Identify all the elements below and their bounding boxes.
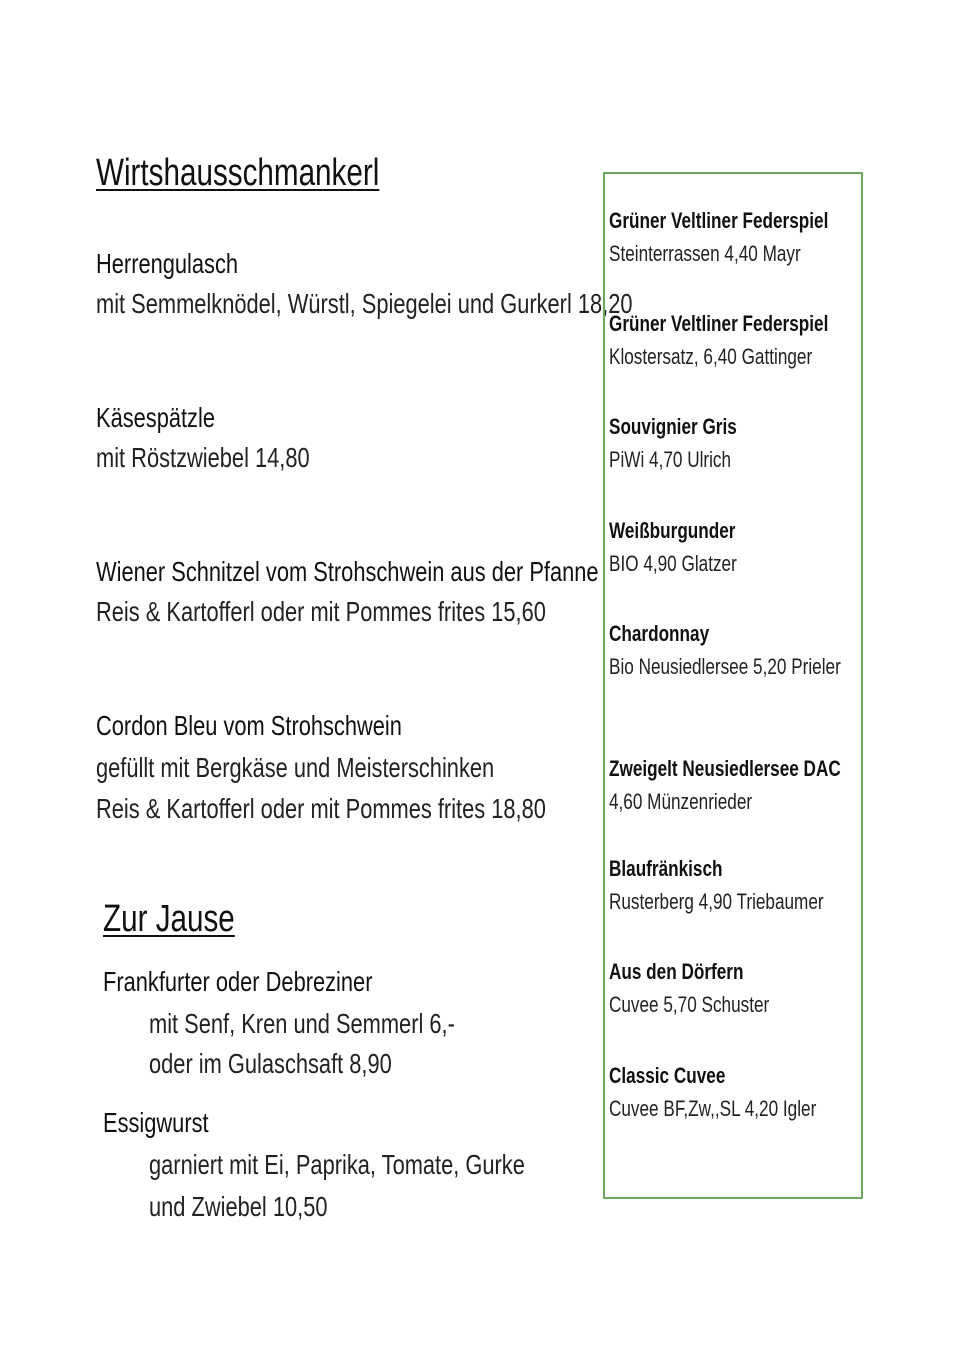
jause-heading: Zur Jause	[103, 898, 235, 940]
jause-item-description: garniert mit Ei, Paprika, Tomate, Gurke	[149, 1149, 525, 1180]
dish-name: Cordon Bleu vom Strohschwein	[96, 710, 402, 741]
wine-description: Cuvee 5,70 Schuster	[609, 992, 770, 1017]
dish-description: Reis & Kartofferl oder mit Pommes frites 15,60	[96, 596, 546, 627]
wine-description: 4,60 Münzenrieder	[609, 789, 753, 814]
wine-name: Grüner Veltliner Federspiel	[609, 311, 829, 336]
dish-description: Reis & Kartofferl oder mit Pommes frites 18,80	[96, 793, 546, 824]
jause-item-name: Essigwurst	[103, 1107, 209, 1138]
wine-name: Grüner Veltliner Federspiel	[609, 208, 829, 233]
dish-description: mit Semmelknödel, Würstl, Spiegelei und Gurkerl 18,20	[96, 288, 633, 319]
wine-description: Rusterberg 4,90 Triebaumer	[609, 889, 824, 914]
wine-description: Steinterrassen 4,40 Mayr	[609, 241, 801, 266]
wine-description: Bio Neusiedlersee 5,20 Prieler	[609, 654, 841, 679]
wine-name: Classic Cuvee	[609, 1063, 726, 1088]
dish-name: Käsespätzle	[96, 402, 215, 433]
dish-description: mit Röstzwiebel 14,80	[96, 442, 310, 473]
wine-name: Weißburgunder	[609, 518, 736, 543]
dish-name: Herrengulasch	[96, 248, 239, 279]
menu-heading: Wirtshausschmankerl	[96, 152, 380, 194]
dish-name: Wiener Schnitzel vom Strohschwein aus der Pfanne	[96, 556, 599, 587]
jause-item-name: Frankfurter oder Debreziner	[103, 966, 373, 997]
wine-description: Klostersatz, 6,40 Gattinger	[609, 344, 813, 369]
jause-item-description: oder im Gulaschsaft 8,90	[149, 1048, 392, 1079]
wine-name: Zweigelt Neusiedlersee DAC	[609, 756, 841, 781]
wine-name: Blaufränkisch	[609, 856, 723, 881]
dish-description: gefüllt mit Bergkäse und Meisterschinken	[96, 752, 495, 783]
wine-name: Chardonnay	[609, 621, 710, 646]
wine-description: BIO 4,90 Glatzer	[609, 551, 737, 576]
wine-description: Cuvee BF,Zw,,SL 4,20 Igler	[609, 1096, 817, 1121]
wine-name: Souvignier Gris	[609, 414, 737, 439]
wine-description: PiWi 4,70 Ulrich	[609, 447, 732, 472]
jause-item-description: mit Senf, Kren und Semmerl 6,-	[149, 1008, 455, 1039]
jause-item-description: und Zwiebel 10,50	[149, 1191, 328, 1222]
wine-name: Aus den Dörfern	[609, 959, 744, 984]
